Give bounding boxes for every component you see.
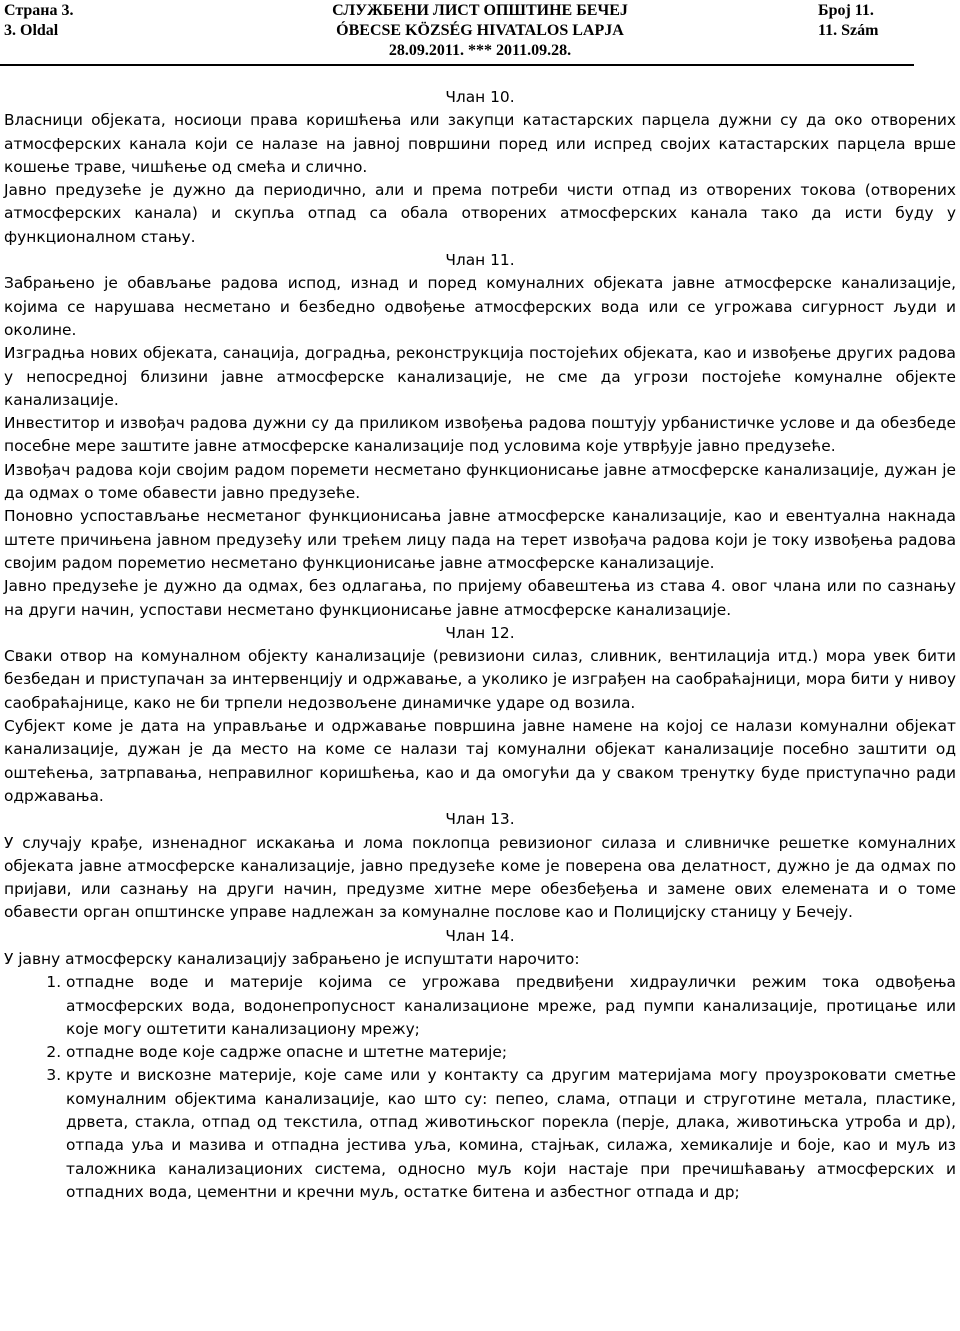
paragraph: Извођач радова који својим радом поремети несметано функционисање јавне атмосферске канализације, дужан је да одмах о томе обавести јавно предузеће.: [4, 460, 956, 503]
article-heading: Члан 11.: [445, 251, 515, 270]
issue-date: 28.09.2011. *** 2011.09.28.: [388, 42, 572, 59]
document-body: [4, 86, 956, 1204]
article-heading: Члан 12.: [445, 623, 515, 642]
article-heading: Члан 10.: [445, 88, 515, 106]
paragraph: Власници објеката, носиоци права коришћења или закупци катастарских парцела дужни су да око отворених атмосферских канала који се налазе на јавној површини поред или испред својих катастарских парцела врше кошење траве, чишћење од смећа и слично.: [4, 111, 956, 176]
paragraph: У случају крађе, изненадног искакања и лома поклопца ревизионог силаза и сливничке решетке комуналних објеката јавне атмосферске канализације, јавно предузеће коме је поверена ова делатност, дужно је да одмах по пријави, или сазнању на други начин, предузме хитне мере обезбеђења и замене ових елемената и о томе обавести орган општинске управе надлежан за комуналне послове као и Полицијску станицу у Бечеју.: [4, 833, 956, 922]
list-item: 3. круте и вискозне материје, које саме или у контакту са другим материјама могу проузроковати сметње комуналним објектима канализације, као што су: пепео, слама, отпаци и струготине метала, пластике, дрвета, стакла, отпад од текстила, отпад животињског порекла (перје, длака, животињска утроба и др), отпада уља и мазива и отпадна јестива уља, комина, стајњак, силажа, хемикалије и боје, као и муљ из таложника канализационих система, односно муљ који настаје при пречишћавању атмосферских и отпадних вода, цементни и кречни муљ, остатке битена и азбестног отпада и др;: [66, 1064, 956, 1204]
paragraph: Сваки отвор на комуналном објекту канализације (ревизиони силаз, сливник, вентилација итд.) мора увек бити безбедан и приступачан за интервенцију и одржавање, а уколико је изграђен на саобраћајници, мора бити у нивоу саобраћајнице, како не би трпели недозвољене динамичке ударе од возила.: [4, 647, 956, 712]
paragraph: Субјект коме је дата на управљање и одржавање површина јавне намене на којој се налази комунални објекат канализације, дужан је да место на коме се налази тај комунални објекат канализације посебно заштити од оштећења, затрпавања, неправилног коришћења, као и да омогући да у сваком тренутку буде приступачно ради одржавања.: [4, 717, 956, 805]
prohibited-list: [4, 971, 956, 1204]
page-header: [0, 0, 960, 70]
list-item: 2. отпадне воде које садрже опасне и штетне материје;: [66, 1041, 956, 1064]
issue-number: [818, 1, 878, 41]
paragraph: Изградња нових објеката, санација, доградња, реконструкција постојећих објеката, као и извођење других радова у непосредној близини јавне атмосферске канализације, не сме да угрози постојеће комуналне објекте канализације.: [4, 344, 956, 409]
paragraph: Јавно предузеће је дужно да периодично, али и према потреби чисти отпад из отворених токова (отворених атмосферских канала) и скупља отпад са обала отворених атмосферских канала тако да исти буду у функционалном стању.: [4, 181, 956, 246]
article-heading: Члан 14.: [445, 926, 515, 945]
article-heading: Члан 13.: [445, 810, 515, 829]
page-number: [4, 1, 74, 41]
paragraph: Инвеститор и извођач радова дужни су да приликом извођења радова поштују урбанистичке услове и да обезбеде посебне мере заштите јавне атмосферске канализације под условима које утврђује јавно предузеће.: [4, 414, 956, 456]
page-number-sr: Страна 3.: [4, 2, 74, 19]
journal-title-sr: СЛУЖБЕНИ ЛИСТ ОПШТИНЕ БЕЧЕЈ: [332, 2, 628, 19]
header-rule: [0, 64, 914, 66]
paragraph: У јавну атмосферску канализацију забрањено је испуштати нарочито:: [4, 949, 580, 968]
page-number-hu: 3. Oldal: [4, 22, 59, 39]
journal-title-hu: ÓBECSE KÖZSÉG HIVATALOS LAPJA: [336, 22, 624, 39]
journal-title: [230, 1, 730, 61]
issue-number-sr: Број 11.: [818, 2, 874, 19]
paragraph: Поновно успостављање несметаног функционисања јавне атмосферске канализације, као и евентуална накнада штете причињена јавном предузећу или трећем лицу пада на терет извођача радова који је току извођења радова својим радом пореметио несметано функционисање јавне атмосферске канализације.: [4, 507, 956, 572]
paragraph: Јавно предузеће је дужно да одмах, без одлагања, по пријему обавештења из става 4. овог члана или по сазнању на други начин, успостави несметано функционисање јавне атмосферске канализације.: [4, 577, 956, 619]
issue-number-hu: 11. Szám: [818, 22, 879, 39]
paragraph: Забрањено је обављање радова испод, изнад и поред комуналних објеката јавне атмосферске канализације, којима се нарушава несметано и безбедно одвођење атмосферских вода или се угрожава сигурност људи и околине.: [4, 274, 956, 339]
list-item: 1. отпадне воде и материје којима се угрожава предвиђени хидраулички режим тока одвођења атмосферских вода, водонепропусност канализационе мреже, рад пумпи канализације, протицање или које могу оштетити канализациону мрежу;: [66, 971, 956, 1041]
